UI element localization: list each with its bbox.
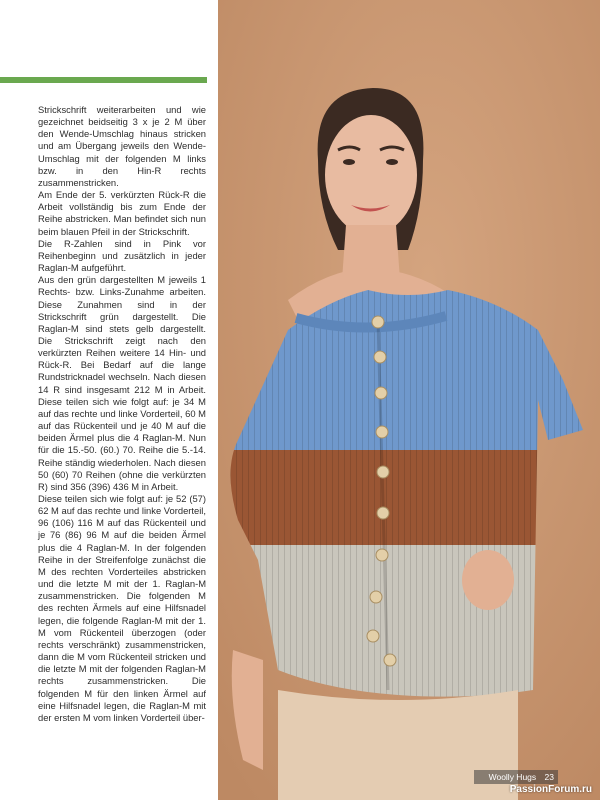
button [376,426,388,438]
eye [343,159,355,165]
button [372,316,384,328]
button [375,387,387,399]
photo-illustration [218,0,600,800]
text-column [0,0,218,800]
article-body [38,104,206,724]
button [377,466,389,478]
page-number: 23 [544,772,554,782]
button [377,507,389,519]
paragraph: Diese teilen sich wie folgt auf: je 52 (57) 62 M auf das rechte und linke Vorderteil, 96 (106) 116 M auf das Rückenteil und je 76 (86) 96 M auf die beiden Ärmel plus die 4 Raglan-M. In der folgenden Reihe in der Streifenfolge zunächst die M des rechten Vorderteiles abstricken und die letzte M mit der 1. Raglan-M zusammenstricken. Die folgenden M des rechten Ärmels auf eine Hilfsnadel legen, die folgende Raglan-M mit der 1. M vom Rückenteil überzogen (oder rechts verschränkt) zusammenstricken, dann die M vom Rückenteil stricken und die letzte M mit der folgenden Raglan-M rechts zusammenstricken. Die folgenden M für den linken Ärmel auf eine Hilfsnadel legen, die Raglan-M mit der ersten M vom linken Vorderteil über- [38,493,206,723]
button [367,630,379,642]
paragraph: Strickschrift weiterarbeiten und wie gezeichnet beidseitig 3 x je 2 M über den Wende-Umschlag hinaus stricken und am Übergang jeweils den Wende-Umschlag mit der folgenden M links bzw. in den Hin-R rechts zusammenstricken. [38,104,206,188]
hand [462,550,514,610]
paragraph: Aus den grün dargestellten M jeweils 1 Rechts- bzw. Links-Zunahme arbeiten. Diese Zunahmen sind in der Strickschrift grün dargestellt. Die Raglan-M sind stets gelb dargestellt. Die Strickschrift zeigt nach den verkürzten Reihen weitere 14 Hin- und Rück-R. Bei Bedarf auf die lange Rundstricknadel wechseln. Nach diesen 14 R sind insgesamt 212 M in Arbeit. Diese teilen sich wie folgt auf: je 34 M auf das rechte und linke Vorderteil, 60 M auf das Rückenteil und je 40 M auf die beiden Ärmel plus die 4 Raglan-M. Nun für die 15.-50. (60.) 70. Reihe die 5.-14. Reihe ständig wiederholen. Nach diesen 50 (60) 70 Reihen (ohne die verkürzten R) sind 356 (396) 436 M in Arbeit. [38,274,206,492]
eye [386,159,398,165]
paragraph: Die R-Zahlen sind in Pink vor Reihenbeginn und zusätzlich in jeder Raglan-M aufgeführt. [38,237,206,274]
button [376,549,388,561]
face [325,115,417,235]
button [374,351,386,363]
green-divider [0,77,207,83]
watermark: PassionForum.ru [509,784,592,795]
paragraph: Am Ende der 5. verkürzten Rück-R die Arbeit vollständig bis zum Ende der Reihe abstricken. Man befindet sich nun beim blauen Pfeil in der Strickschrift. [38,189,206,237]
button [384,654,396,666]
model-photo [218,0,600,800]
magazine-name: Woolly Hugs [488,772,537,782]
button [370,591,382,603]
page-footer [474,770,558,784]
